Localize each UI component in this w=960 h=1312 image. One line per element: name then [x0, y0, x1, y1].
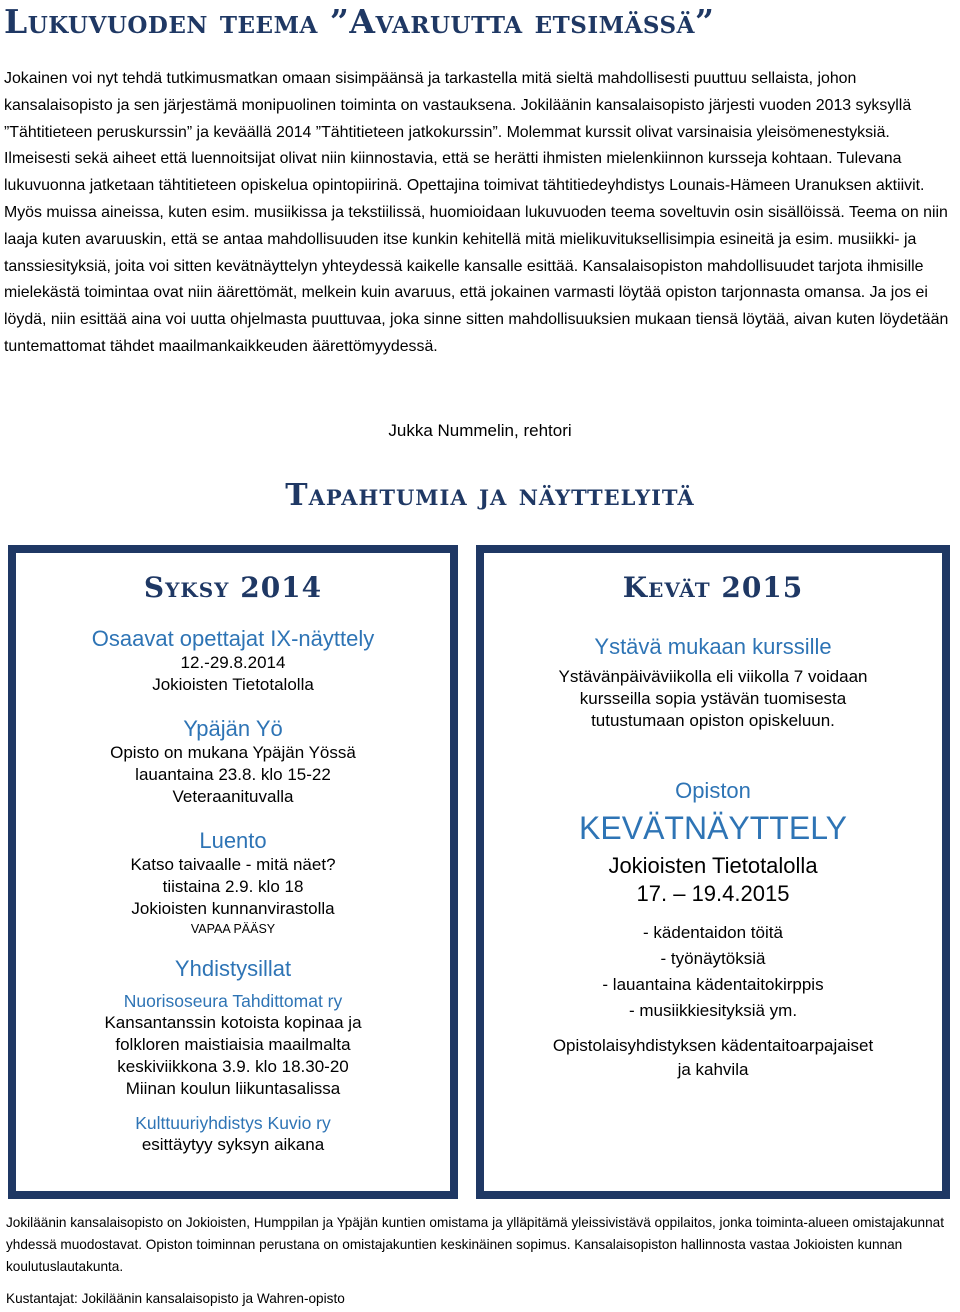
show-item: - kädentaidon töitä	[643, 923, 783, 942]
exhibition-dates: 12.-29.8.2014	[180, 653, 286, 672]
exhibition-place: Jokioisten Tietotalolla	[152, 675, 314, 694]
intro-paragraph: Jokainen voi nyt tehdä tutkimusmatkan omaan sisimpäänsä ja tarkastella mitä sieltä mahdollisesti puuttuu sellaista, johon kansalaisopisto ja sen järjestämä monipuolinen toiminta on vastauksena. Jokiläänin kansalaisopisto järjesti vuoden 2013 syksyllä ”Tähtitieteen peruskurssin” ja keväällä 2014 ”Tähtitieteen jatkokurssin”. Molemmat kurssit olivat varsinaisia yleisömenestyksiä. Ilmeisesti sekä aiheet että luennoitsijat olivat niin kiinnostavia, että se herätti ihmisten mielenkiinnon kursseja kohtaan. Tulevana lukuvuonna jatketaan tähtitieteen opiskelua opintopiirinä. Opettajina toimivat tähtitiedeyhdistys Lounais-Hämeen Uranuksen aktiivit. Myös muissa aineissa, kuten esim. musiikissa ja tekstiilissä, huomioidaan lukuvuoden teema soveltuvin osin sisällöissä. Teema on niin laaja kuten avaruuskin, että se antaa mahdollisuuden itse kunkin kehitellä mitä mielikuvituksellisimpia esineitä ja esim. musiikki- ja tanssiesityksiä, joita voi sitten kevätnäyttelyn yhteydessä kaikelle kansalle esittää. Kansalaisopiston mahdollisuudet tarjota ihmisille mielekästä toimintaa ovat niin äärettömät, melkein kuin avaruus, että jokainen varmasti löytää opiston tarjonnasta omansa. Ja jos ei löydä, niin esittää aina voi uutta ohjelmasta puuttuvaa, joka sinne sitten mahdollisuuksien mukaan tiensä löytää, aivan kuten löydetään tuntemattomat tähdet maailmankaikkeuden äärettömyydessä.	[4, 70, 949, 355]
org-line: esittäytyy syksyn aikana	[141, 1135, 325, 1154]
spring-events-box	[476, 545, 950, 1199]
org-name: Kulttuuriyhdistys Kuvio ry	[135, 1113, 331, 1133]
free-entry-note: VAPAA PÄÄSY	[190, 922, 276, 936]
org-line: folkloren maistiaisia maailmalta	[115, 1035, 351, 1054]
show-extra: Opistolaisyhdistyksen kädentaitoarpajaiset	[552, 1036, 874, 1055]
associations-title: Yhdistysillat	[174, 956, 292, 981]
friend-title: Ystävä mukaan kurssille	[594, 634, 832, 659]
show-place: Jokioisten Tietotalolla	[608, 853, 818, 878]
org-line: Kansantanssin kotoista kopinaa ja	[104, 1013, 362, 1032]
show-extra: ja kahvila	[677, 1060, 749, 1079]
org-line: keskiviikkona 3.9. klo 18.30-20	[117, 1057, 349, 1076]
show-dates: 17. – 19.4.2015	[636, 881, 790, 906]
page-title: Lukuvuoden teema ”Avaruutta etsimässä”	[4, 2, 715, 41]
autumn-events-box	[8, 545, 458, 1199]
signature: Jukka Nummelin, rehtori	[388, 421, 572, 440]
lecture-line: Katso taivaalle - mitä näet?	[130, 855, 336, 874]
night-title: Ypäjän Yö	[183, 716, 283, 741]
exhibition-title: Osaavat opettajat IX-näyttely	[91, 626, 375, 651]
spring-title: Kevät 2015	[622, 571, 804, 604]
show-title: KEVÄTNÄYTTELY	[579, 810, 847, 846]
show-item: - lauantaina kädentaitokirppis	[602, 975, 824, 994]
footer-publishers: Kustantajat: Jokiläänin kansalaisopisto ja Wahren-opisto	[6, 1291, 345, 1306]
org-name: Nuorisoseura Tahdittomat ry	[123, 991, 343, 1011]
friend-line: kursseilla sopia ystävän tuomisesta	[579, 689, 847, 708]
night-line: Veteraanituvalla	[172, 787, 294, 806]
show-pretitle: Opiston	[675, 778, 751, 803]
lecture-line: Jokioisten kunnanvirastolla	[131, 899, 335, 918]
friend-line: Ystävänpäiväviikolla eli viikolla 7 voidaan	[558, 667, 868, 686]
friend-line: tutustumaan opiston opiskeluun.	[591, 711, 835, 730]
events-heading: Tapahtumia ja näyttelyitä	[285, 478, 695, 513]
org-line: Miinan koulun liikuntasalissa	[125, 1079, 341, 1098]
show-item: - musiikkiesityksiä ym.	[628, 1001, 798, 1020]
autumn-title: Syksy 2014	[143, 571, 323, 604]
lecture-title: Luento	[199, 828, 267, 853]
footer-text: Jokiläänin kansalaisopisto on Jokioisten, Humppilan ja Ypäjän kuntien omistama ja ylläpitämä yleissivistävä oppilaitos, jonka toiminta-alueen omistajakunnat yhdessä muodostavat. Opiston toiminnan perustana on omistajakuntien keskinäinen sopimus. Kansalaisopiston hallinnosta vastaa Jokioisten kunnan koulutuslautakunta.	[6, 1215, 944, 1274]
lecture-line: tiistaina 2.9. klo 18	[162, 877, 304, 896]
night-line: Opisto on mukana Ypäjän Yössä	[110, 743, 356, 762]
night-line: lauantaina 23.8. klo 15-22	[135, 765, 331, 784]
show-item: - työnäytöksiä	[660, 949, 766, 968]
